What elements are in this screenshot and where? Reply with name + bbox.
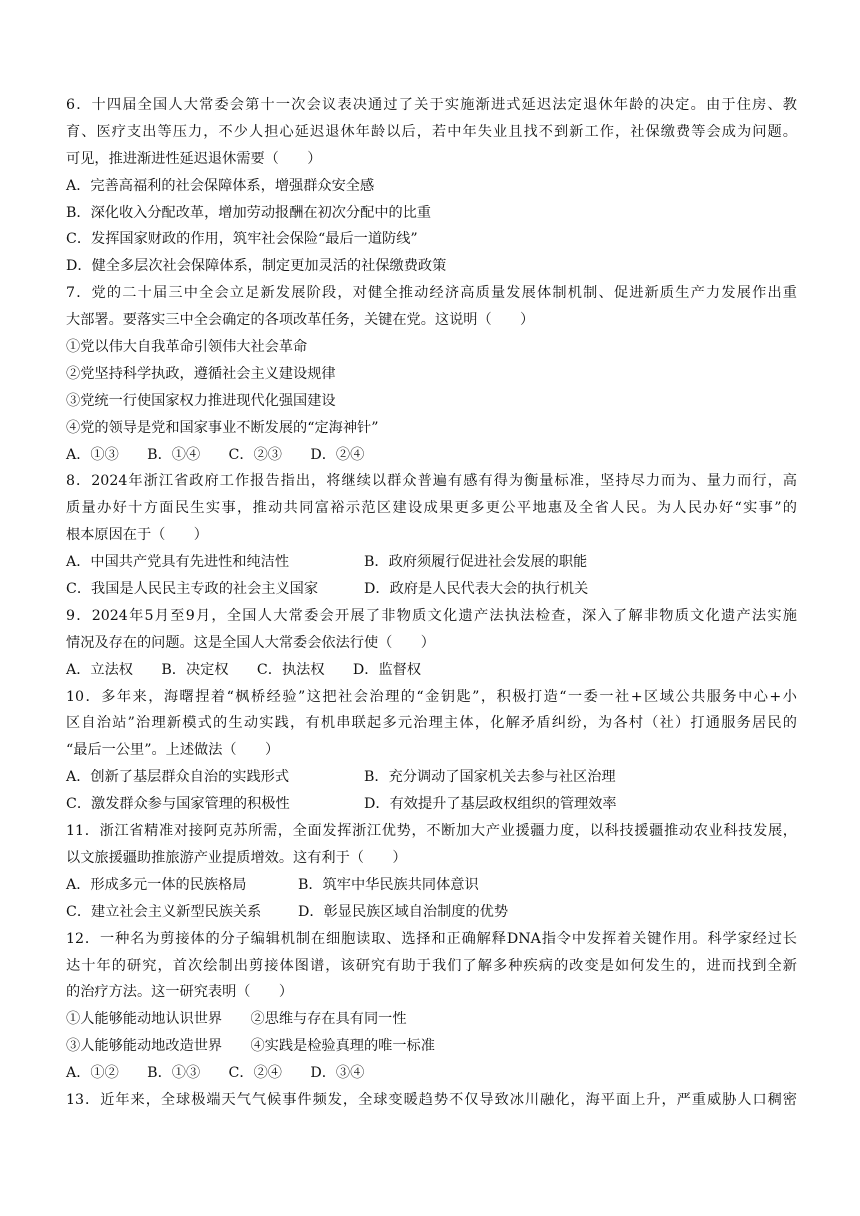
question-stem-line: “最后一公里”。上述做法（ ） bbox=[66, 742, 280, 759]
option-d: D．彰显民族区域自治制度的优势 bbox=[298, 903, 509, 920]
question-stem-line: 11．浙江省精准对接阿克苏所需，全面发挥浙江优势，不断加大产业援疆力度，以科技援疆推动农业科技发展， bbox=[66, 823, 797, 840]
question-stem-line: 达十年的研究，首次绘制出剪接体图谱，该研究有助于我们了解多种疾病的改变是如何发生的，进而找到全新 bbox=[66, 957, 797, 974]
option-a: A．完善高福利的社会保障体系，增强群众安全感 bbox=[66, 177, 375, 194]
question-stem-line: 大部署。要落实三中全会确定的各项改革任务，关键在党。这说明（ ） bbox=[66, 312, 535, 329]
option-b: B．充分调动了国家机关去参与社区治理 bbox=[364, 769, 616, 786]
question-12 bbox=[66, 926, 797, 1087]
option-b: B．深化收入分配改革，增加劳动报酬在初次分配中的比重 bbox=[66, 204, 432, 221]
question-7 bbox=[66, 280, 797, 468]
question-10 bbox=[66, 684, 797, 818]
question-stem-line: 13．近年来，全球极端天气气候事件频发，全球变暖趋势不仅导致冰川融化，海平面上升，严重威胁人口稠密 bbox=[66, 1091, 797, 1108]
question-stem-line: 情况及存在的问题。这是全国人大常委会依法行使（ ） bbox=[66, 634, 435, 651]
option-c: C．发挥国家财政的作用，筑牢社会保险“最后一道防线” bbox=[66, 231, 418, 248]
options-row bbox=[66, 764, 797, 791]
option-d: D．健全多层次社会保障体系，制定更加灵活的社保缴费政策 bbox=[66, 258, 447, 275]
answer-options: A．①③ B．①④ C．②③ D．②④ bbox=[66, 446, 365, 463]
answer-options: A．①② B．①③ C．②④ D．③④ bbox=[66, 1065, 365, 1082]
question-stem-line: 10．多年来，海曙捏着“枫桥经验”这把社会治理的“金钥匙”，积极打造“一委一社+区域公共服务中心+小 bbox=[66, 688, 797, 705]
option-b: B．筑牢中华民族共同体意识 bbox=[298, 876, 479, 893]
option-a: A．形成多元一体的民族格局 bbox=[66, 876, 247, 893]
question-stem-line: 7．党的二十届三中全会立足新发展阶段，对健全推动经济高质量发展体制机制、促进新质生产力发展作出重 bbox=[66, 285, 797, 302]
question-stem-line: 9．2024年5月至9月，全国人大常委会开展了非物质文化遗产法执法检查，深入了解非物质文化遗产法实施 bbox=[66, 607, 797, 624]
statements-row: ①人能够能动地认识世界 ②思维与存在具有同一性 bbox=[66, 1011, 407, 1028]
question-stem-line: 区自治站”治理新模式的生动实践，有机串联起多元治理主体，化解矛盾纠纷，为各村（社）打通服务居民的 bbox=[66, 715, 797, 732]
options-row bbox=[66, 576, 797, 603]
question-9 bbox=[66, 603, 797, 684]
options-row bbox=[66, 549, 797, 576]
question-13 bbox=[66, 1087, 797, 1114]
question-stem-line: 育、医疗支出等压力，不少人担心延迟退休年龄以后，若中年失业且找不到新工作，社保缴费等会成为问题。 bbox=[66, 123, 797, 140]
option-c: C．激发群众参与国家管理的积极性 bbox=[66, 796, 290, 813]
option-b: B．政府须履行促进社会发展的职能 bbox=[364, 554, 588, 571]
option-c: C．建立社会主义新型民族关系 bbox=[66, 903, 262, 920]
statement-3: ③党统一行使国家权力推进现代化强国建设 bbox=[66, 392, 336, 409]
question-stem-line: 8．2024年浙江省政府工作报告指出，将继续以群众普遍有感有得为衡量标准，坚持尽力而为、量力而行，高 bbox=[66, 473, 797, 490]
statement-4: ④党的领导是党和国家事业不断发展的“定海神针” bbox=[66, 419, 379, 436]
options-row bbox=[66, 899, 797, 926]
option-c: C．我国是人民民主专政的社会主义国家 bbox=[66, 581, 319, 598]
exam-page bbox=[66, 92, 797, 1114]
question-11 bbox=[66, 818, 797, 926]
options-row bbox=[66, 872, 797, 899]
option-d: D．有效提升了基层政权组织的管理效率 bbox=[364, 796, 617, 813]
question-stem-line: 12．一种名为剪接体的分子编辑机制在细胞读取、选择和正确解释DNA指令中发挥着关键作用。科学家经过长 bbox=[66, 930, 797, 947]
question-stem-line: 的治疗方法。这一研究表明（ ） bbox=[66, 984, 294, 1001]
statement-2: ②党坚持科学执政，遵循社会主义建设规律 bbox=[66, 365, 336, 382]
options-row bbox=[66, 791, 797, 818]
option-d: D．政府是人民代表大会的执行机关 bbox=[364, 581, 589, 598]
question-8 bbox=[66, 468, 797, 602]
question-stem-line: 以文旅援疆助推旅游产业提质增效。这有利于（ ） bbox=[66, 849, 407, 866]
option-a: A．创新了基层群众自治的实践形式 bbox=[66, 769, 290, 786]
question-stem-line: 质量办好十方面民生实事，推动共同富裕示范区建设成果更多更公平地惠及全省人民。为人民办好“实事”的 bbox=[66, 500, 797, 517]
option-a: A．中国共产党具有先进性和纯洁性 bbox=[66, 554, 290, 571]
statements-row: ③人能够能动地改造世界 ④实践是检验真理的唯一标准 bbox=[66, 1038, 435, 1055]
statement-1: ①党以伟大自我革命引领伟大社会革命 bbox=[66, 339, 308, 356]
question-stem-line: 根本原因在于（ ） bbox=[66, 527, 208, 544]
question-stem-line: 6．十四届全国人大常委会第十一次会议表决通过了关于实施渐进式延迟法定退休年龄的决定。由于住房、教 bbox=[66, 97, 797, 113]
question-stem-line: 可见，推进渐进性延迟退休需要（ ） bbox=[66, 150, 322, 167]
question-6 bbox=[66, 92, 797, 280]
answer-options: A．立法权 B．决定权 C．执法权 D．监督权 bbox=[66, 661, 422, 678]
